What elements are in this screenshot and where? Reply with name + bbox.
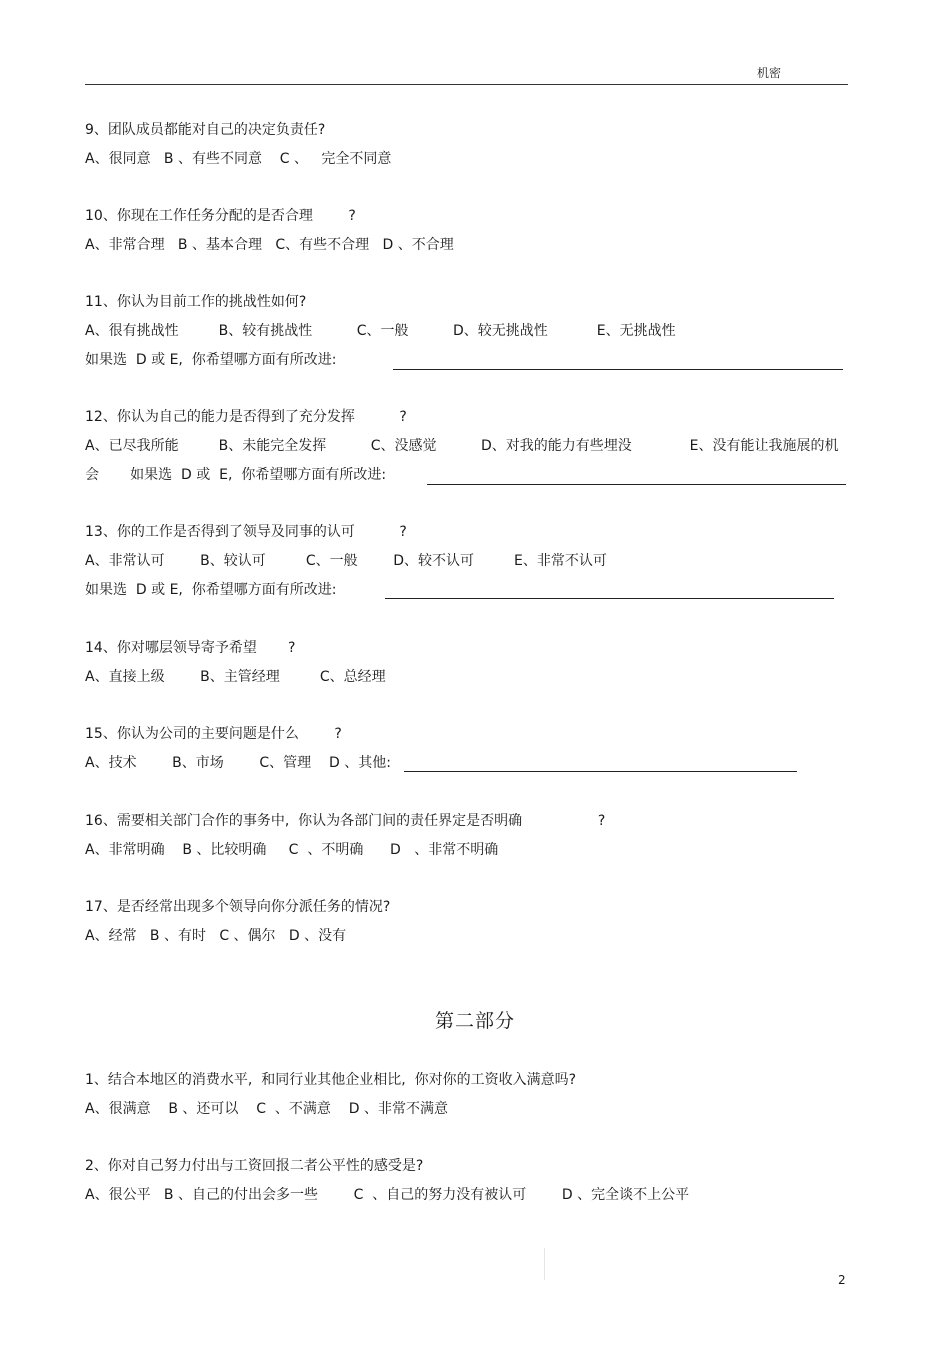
options-9: A、很同意 B 、有些不同意 C 、 完全不同意 (85, 151, 392, 167)
question-17: 17、是否经常出现多个领导向你分派任务的情况? (85, 899, 391, 915)
header-rule (85, 84, 848, 85)
faint-divider (544, 1248, 545, 1280)
options-15: A、技术 B、市场 C、管理 D 、其他: (85, 755, 391, 771)
options-11: A、很有挑战性 B、较有挑战性 C、一般 D、较无挑战性 E、无挑战性 (85, 323, 676, 339)
question-13: 13、你的工作是否得到了领导及同事的认可 ? (85, 524, 407, 540)
answer-blank-15[interactable] (404, 771, 797, 772)
question-12: 12、你认为自己的能力是否得到了充分发挥 ? (85, 409, 407, 425)
header-text: 机密 (757, 66, 782, 80)
question-9: 9、团队成员都能对自己的决定负责任? (85, 122, 326, 138)
options-17: A、经常 B 、有时 C 、偶尔 D 、没有 (85, 928, 347, 944)
section-title-part-2: 第二部分 (434, 1010, 515, 1032)
followup-11: 如果选 D 或 E, 你希望哪方面有所改进: (85, 352, 337, 368)
followup-13: 如果选 D 或 E, 你希望哪方面有所改进: (85, 582, 337, 598)
options-13: A、非常认可 B、较认可 C、一般 D、较不认可 E、非常不认可 (85, 553, 607, 569)
options-12: A、已尽我所能 B、未能完全发挥 C、没感觉 D、对我的能力有些埋没 E、没有能让我施展的机 (85, 438, 839, 454)
question-15: 15、你认为公司的主要问题是什么 ? (85, 726, 342, 742)
answer-blank-11[interactable] (393, 369, 843, 370)
options-16: A、非常明确 B 、比较明确 C 、不明确 D 、非常不明确 (85, 842, 499, 858)
question-11: 11、你认为目前工作的挑战性如何? (85, 294, 307, 310)
question-14: 14、你对哪层领导寄予希望 ? (85, 640, 296, 656)
followup-12: 会 如果选 D 或 E, 你希望哪方面有所改进: (85, 467, 387, 483)
part2-question-2: 2、你对自己努力付出与工资回报二者公平性的感受是? (85, 1158, 424, 1174)
answer-blank-13[interactable] (385, 598, 834, 599)
options-10: A、非常合理 B 、基本合理 C、有些不合理 D 、不合理 (85, 237, 454, 253)
options-14: A、直接上级 B、主管经理 C、总经理 (85, 669, 386, 685)
answer-blank-12[interactable] (427, 484, 846, 485)
part2-options-2: A、很公平 B 、自己的付出会多一些 C 、自己的努力没有被认可 D 、完全谈不上公平 (85, 1187, 690, 1203)
question-10: 10、你现在工作任务分配的是否合理 ? (85, 208, 356, 224)
part2-options-1: A、很满意 B 、还可以 C 、不满意 D 、非常不满意 (85, 1101, 448, 1117)
question-16: 16、需要相关部门合作的事务中, 你认为各部门间的责任界定是否明确 ? (85, 813, 606, 829)
part2-question-1: 1、结合本地区的消费水平, 和同行业其他企业相比, 你对你的工资收入满意吗? (85, 1072, 577, 1088)
page-number: 2 (838, 1273, 846, 1287)
